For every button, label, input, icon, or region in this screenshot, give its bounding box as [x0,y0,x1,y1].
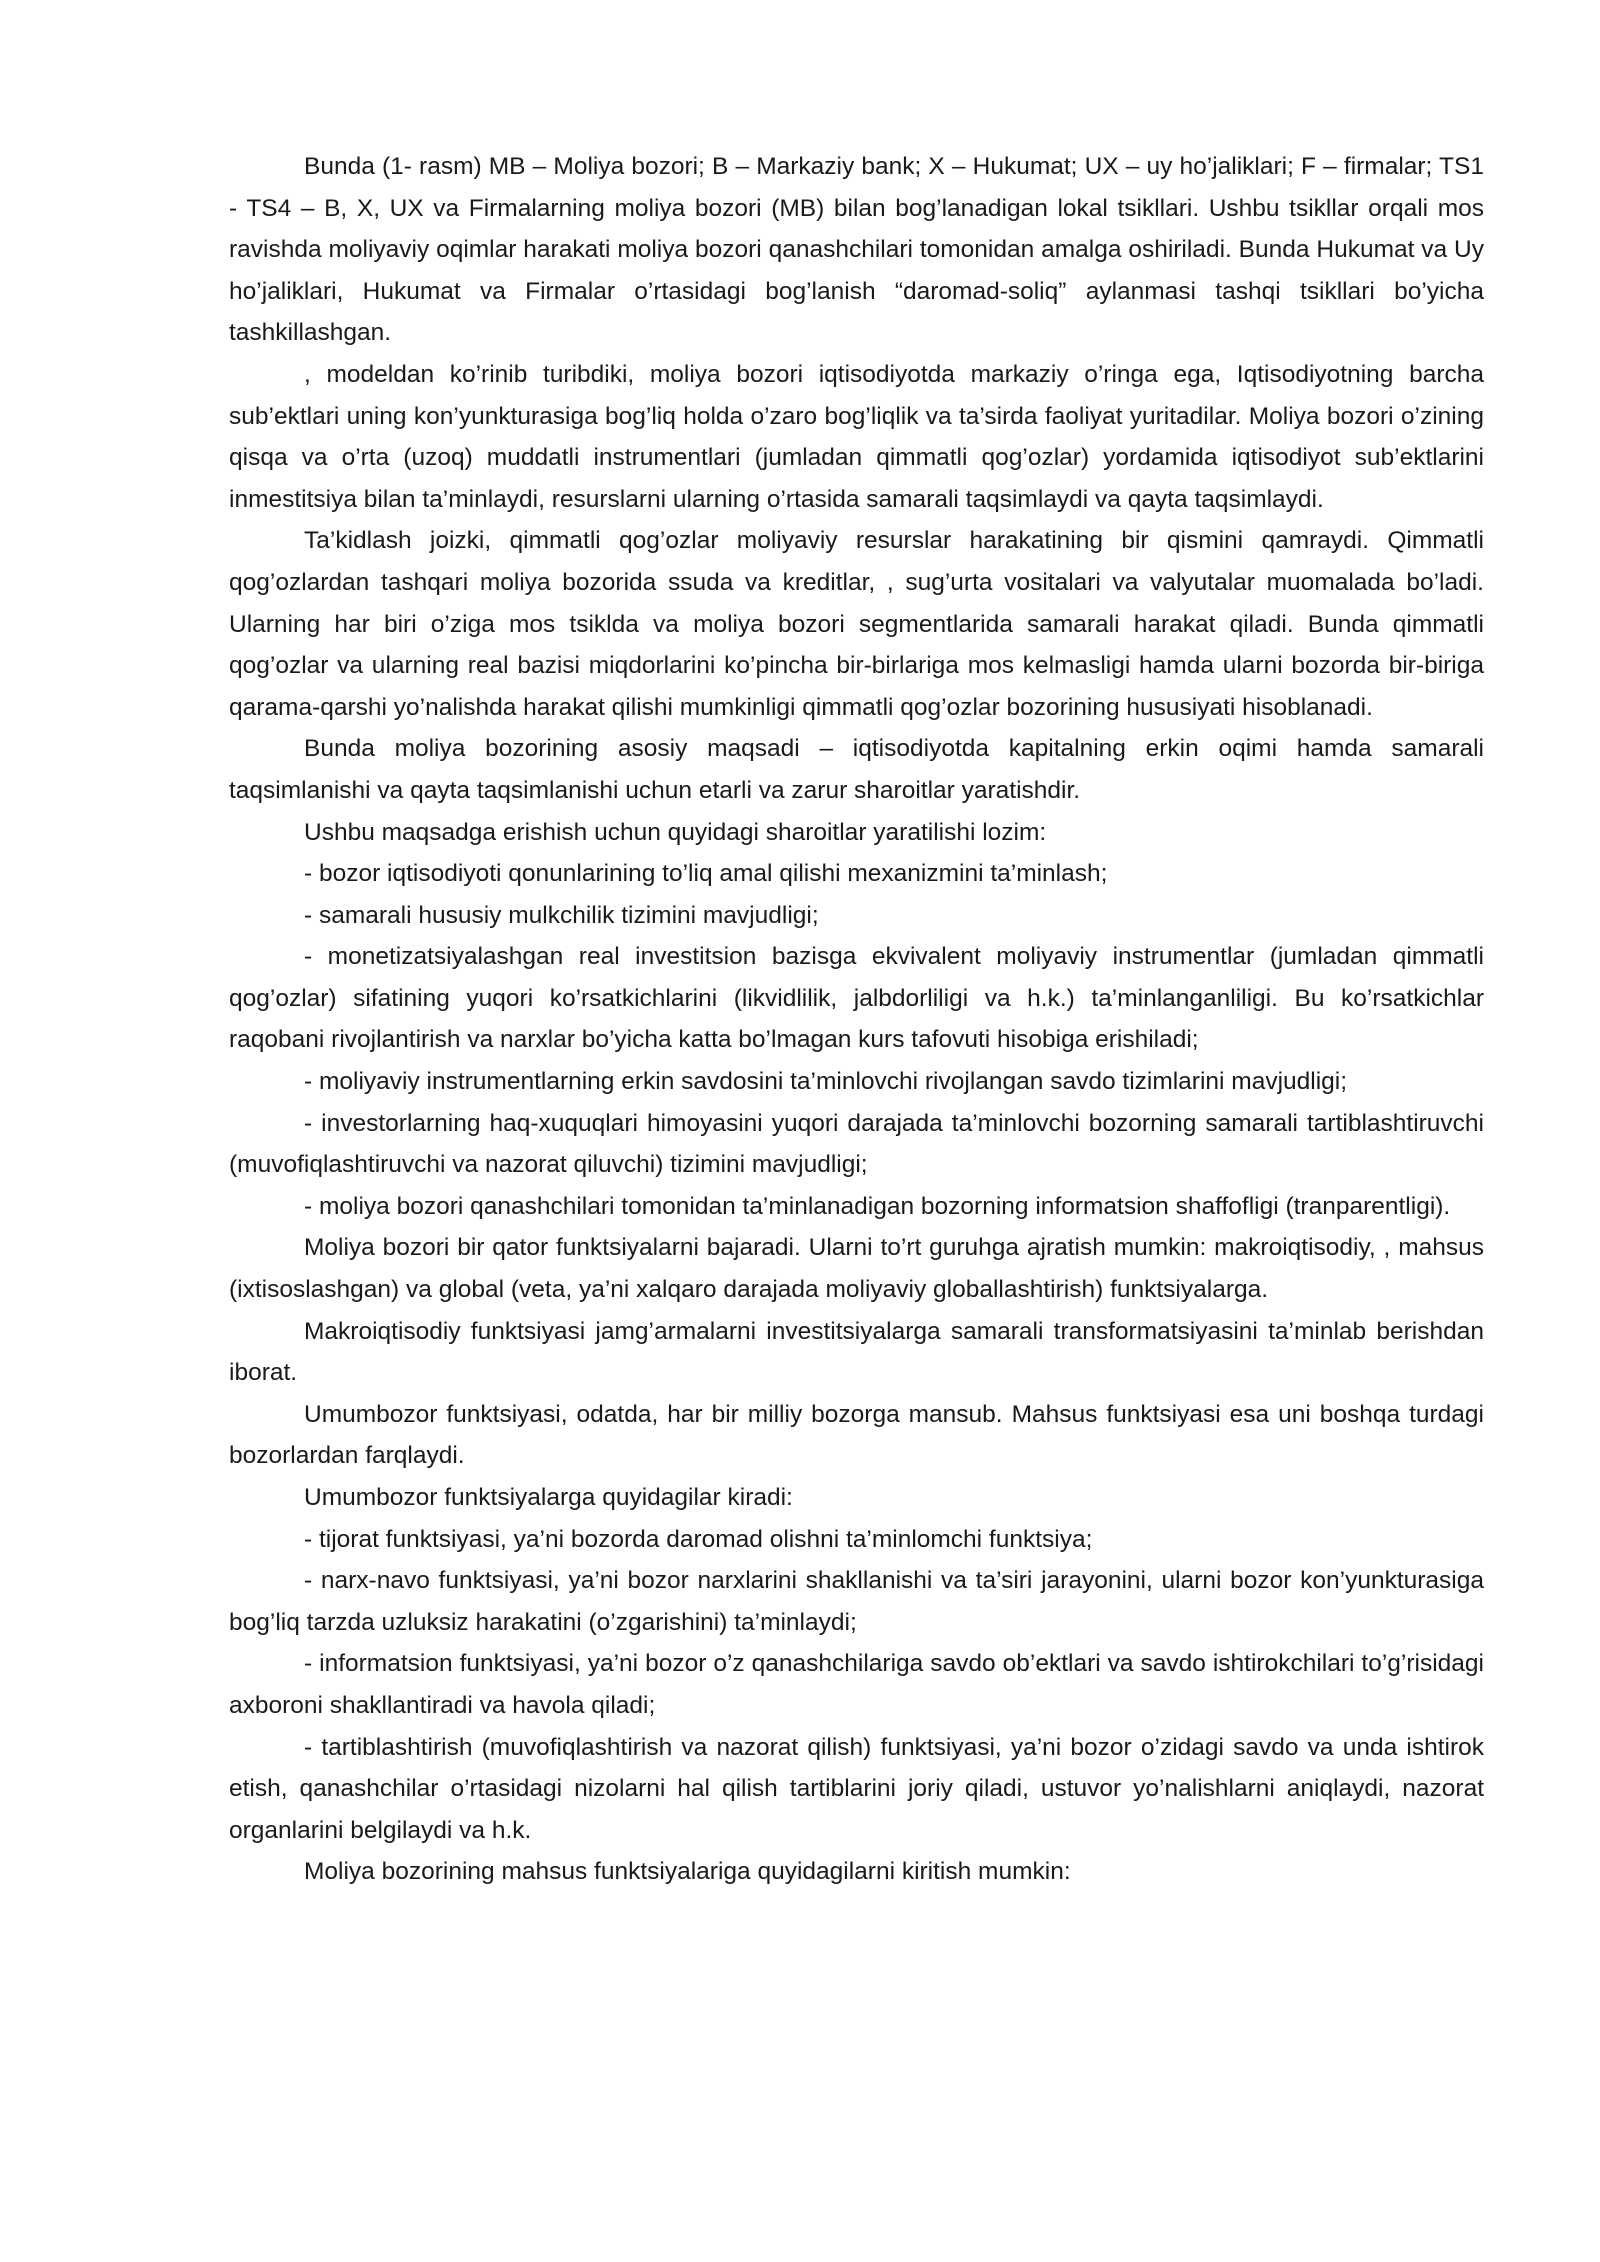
list-item-7: - tijorat funktsiyasi, ya’ni bozorda daromad olishni ta’minlomchi funktsiya; [304,1525,1093,1553]
paragraph-4: Bunda moliya bozorining asosiy maqsadi – iqtisodiyotda kapitalning erkin oqimi hamda samarali taqsimlanishi va qayta taqsimlanishi uchun etarli va zarur sharoitlar yaratishdir. [229,735,1484,804]
list-item-10: - tartiblashtirish (muvofiqlashtirish va nazorat qilish) funktsiyasi, ya’ni bozor o’zidagi savdo va unda ishtirok etish, qanashchilar o’rtasidagi nizolarni hal qilish tartiblarini joriy qiladi, ustuvor yo’nalishlarni aniqlaydi, nazorat organlarini belgilaydi va h.k. [229,1733,1484,1844]
paragraph-5: Ushbu maqsadga erishish uchun quyidagi sharoitlar yaratilishi lozim: [304,818,1047,846]
list-item-2: - samarali hususiy mulkchilik tizimini mavjudligi; [304,901,819,929]
paragraph-6: Moliya bozori bir qator funktsiyalarni bajaradi. Ularni to’rt guruhga ajratish mumkin: makroiqtisodiy, , mahsus (ixtisoslashgan) va global (veta, ya’ni xalqaro darajada moliyaviy globallashtirish) funktsiyalarga. [229,1234,1484,1304]
paragraph-8: Umumbozor funktsiyasi, odatda, har bir milliy bozorga mansub. Mahsus funktsiyasi esa uni boshqa turdagi bozorlardan farqlaydi. [229,1400,1484,1470]
paragraph-10: Moliya bozorining mahsus funktsiyalariga quyidagilarni kiritish mumkin: [304,1858,1071,1886]
paragraph-2: , modeldan ko’rinib turibdiki, moliya bozori iqtisodiyotda markaziy o’ringa ega, Iqtisodiyotning barcha sub’ektlari uning kon’yunkturasiga bog’liq holda o’zaro bog’liqlik va ta’sirda faoliyat yuritadilar. Moliya bozori o’zining qisqa va o’rta (uzoq) muddatli instrumentlari (jumladan qimmatli qog’ozlar) yordamida iqtisodiyot sub’ektlarini inmestitsiya bilan ta’minlaydi, resurslarni ularning o’rtasida samarali taqsimlaydi va qayta taqsimlaydi. [229,360,1484,513]
paragraph-7: Makroiqtisodiy funktsiyasi jamg’armalarni investitsiyalarga samarali transformatsiyasini ta’minlab berishdan iborat. [229,1317,1484,1387]
list-item-4: - moliyaviy instrumentlarning erkin savdosini ta’minlovchi rivojlangan savdo tizimlarini mavjudligi; [304,1068,1348,1096]
list-item-1: - bozor iqtisodiyoti qonunlarining to’liq amal qilishi mexanizmini ta’minlash; [304,860,1108,888]
list-item-5: - investorlarning haq-xuquqlari himoyasini yuqori darajada ta’minlovchi bozorning samarali tartiblashtiruvchi (muvofiqlashtiruvchi va nazorat qiluvchi) tizimini mavjudligi; [229,1109,1484,1179]
list-item-6: - moliya bozori qanashchilari tomonidan ta’minlanadigan bozorning informatsion shaffofligi (tranparentligi). [304,1192,1451,1220]
paragraph-9: Umumbozor funktsiyalarga quyidagilar kiradi: [304,1484,793,1511]
list-item-3: - monetizatsiyalashgan real investitsion bazisga ekvivalent moliyaviy instrumentlar (jumladan qimmatli qog’ozlar) sifatining yuqori ko’rsatkichlarini (likvidlilik, jalbdorliligi va h.k.) ta’minlanganliligi. Bu ko’rsatkichlar raqobani rivojlantirish va narxlar bo’yicha katta bo’lmagan kurs tafovuti hisobiga erishiladi; [229,943,1484,1054]
document-page [229,146,1484,1893]
paragraph-1: Bunda (1- rasm) MB – Moliya bozori; B – Markaziy bank; X – Hukumat; UX – uy ho’jaliklari; F – firmalar; TS1 - TS4 – B, X, UX va Firmalarning moliya bozori (MB) bilan bog’lanadigan lokal tsikllari. Ushbu tsikllar orqali mos ravishda moliyaviy oqimlar harakati moliya bozori qanashchilari tomonidan amalga oshiriladi. Bunda Hukumat va Uy ho’jaliklari, Hukumat va Firmalar o’rtasidagi bog’lanish “daromad-soliq” aylanmasi tashqi tsikllari bo’yicha tashkillashgan. [229,153,1484,347]
paragraph-3: Ta’kidlash joizki, qimmatli qog’ozlar moliyaviy resurslar harakatining bir qismini qamraydi. Qimmatli qog’ozlardan tashqari moliya bozorida ssuda va kreditlar, , sug’urta vositalari va valyutalar muomalada bo’ladi. Ularning har biri o’ziga mos tsiklda va moliya bozori segmentlarida samarali harakat qiladi. Bunda qimmatli qog’ozlar va ularning real bazisi miqdorlarini ko’pincha bir-birlariga mos kelmasligi hamda ularni bozorda bir-biriga qarama-qarshi yo’nalishda harakat qilishi mumkinligi qimmatli qog’ozlar bozorining hususiyati hisoblanadi. [229,527,1484,721]
list-item-8: - narx-navo funktsiyasi, ya’ni bozor narxlarini shakllanishi va ta’siri jarayonini, ularni bozor kon’yunkturasiga bog’liq tarzda uzluksiz harakatini (o’zgarishini) ta’minlaydi; [229,1567,1484,1636]
list-item-9: - informatsion funktsiyasi, ya’ni bozor o’z qanashchilariga savdo ob’ektlari va savdo ishtirokchilari to’g’risidagi axboroni shakllantiradi va havola qiladi; [229,1650,1484,1719]
